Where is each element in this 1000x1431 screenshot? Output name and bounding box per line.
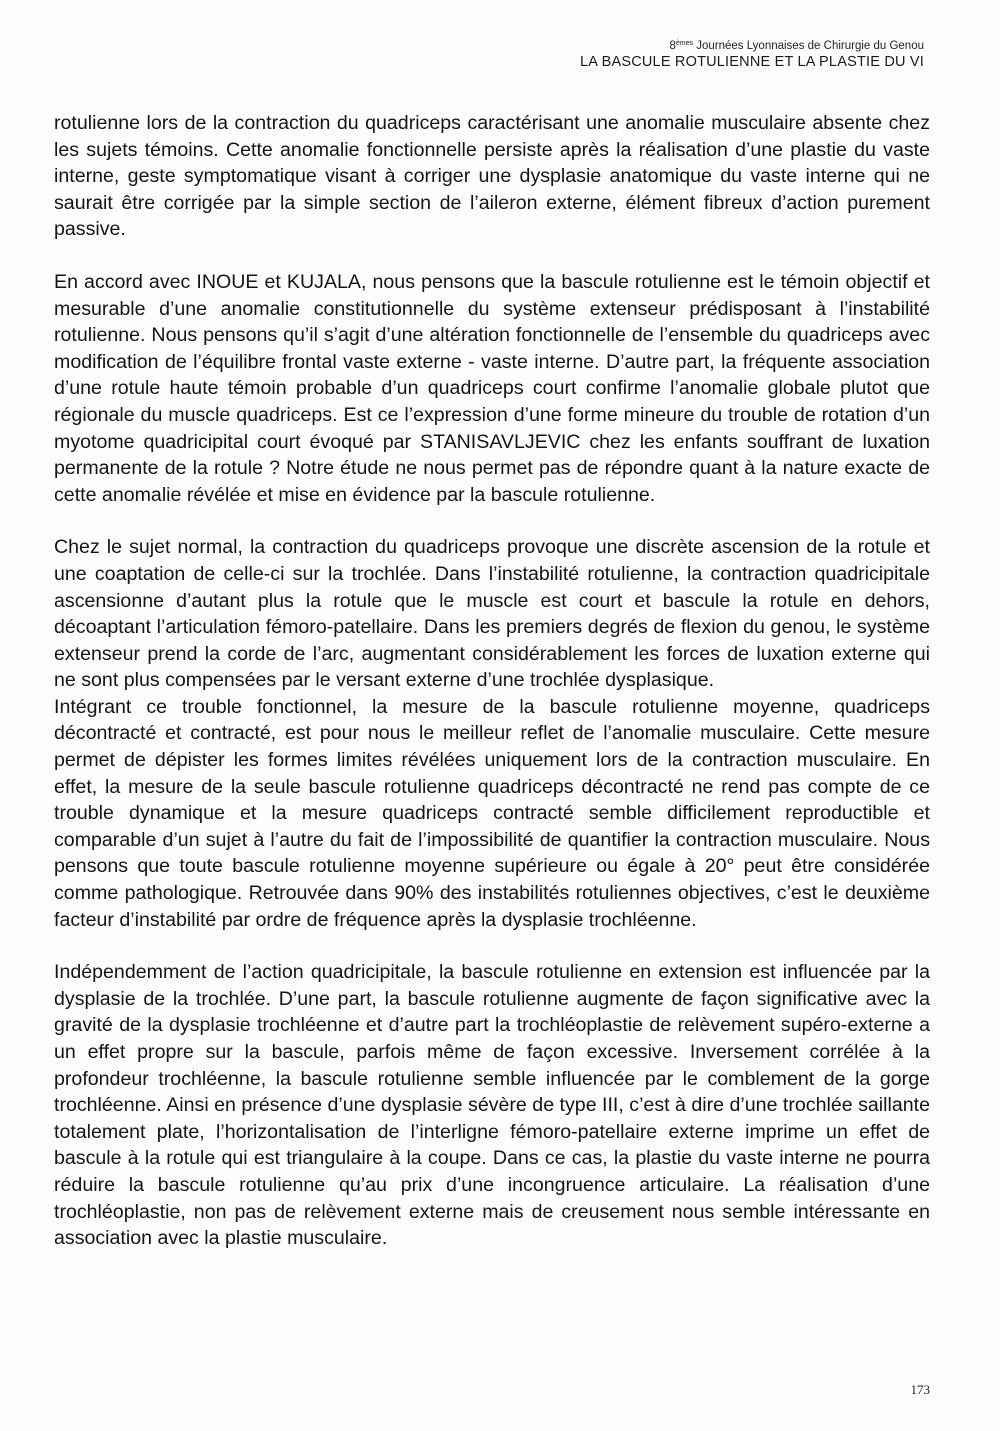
conference-name [580,36,924,54]
paragraph-1: rotulienne lors de la contraction du quadriceps caractérisant une anomalie musculaire absente chez les sujets témoins. Cette anomalie fonctionnelle persiste après la réalisation d’une plastie du vaste interne, geste symptomatique visant à corriger une dysplasie anatomique du vaste interne qui ne saurait être corrigée par la simple section de l’aileron externe, élément fibreux d’action purement passive. [54,112,930,241]
paragraph-4: Intégrant ce trouble fonctionnel, la mesure de la bascule rotulienne moyenne, quadriceps décontracté et contracté, est pour nous le meilleur reflet de l’anomalie musculaire. Cette mesure permet de dépister les formes limites révélées uniquement lors de la contraction musculaire. En effet, la mesure de la seule bascule rotulienne quadriceps décontracté ne rend pas compte de ce trouble dynamique et la mesure quadriceps contracté semble difficilement reproductible et comparable d’un sujet à l’autre du fait de l’impossibilité de quantifier la contraction musculaire. Nous pensons que toute bascule rotulienne moyenne supérieure ou égale à 20° peut être considérée comme pathologique. Retrouvée dans 90% des instabilités rotuliennes objectives, c’est le deuxième facteur d’instabilité par ordre de fréquence après la dysplasie trochléenne. [54,695,930,931]
body-text [54,110,930,1252]
conference-ordinal: 8 [669,40,676,52]
conference-ordinal-suffix: èmes [675,40,693,47]
conference-name-text: Journées Lyonnaises de Chirurgie du Genou [693,40,924,52]
paragraph-3: Chez le sujet normal, la contraction du quadriceps provoque une discrète ascension de la rotule et une coaptation de celle-ci sur la trochlée. Dans l’instabilité rotulienne, la contraction quadricipitale ascensionne d’autant plus la rotule que le muscle est court et bascule la rotule en dehors, décoaptant l’articulation fémoro-patellaire. Dans les premiers degrés de flexion du genou, le système extenseur prend la corde de l’arc, augmentant considérablement les forces de luxation externe qui ne sont plus compensées par le versant externe d’une trochlée dysplasique. [54,536,930,692]
running-head [580,36,924,70]
paragraph-5: Indépendemment de l’action quadricipitale, la bascule rotulienne en extension est influencée par la dysplasie de la trochlée. D’une part, la bascule rotulienne augmente de façon significative avec la gravité de la dysplasie trochléenne et d’autre part la trochléoplastie de relèvement supéro-externe a un effet propre sur la bascule, parfois même de façon excessive. Inversement corrélée à la profondeur trochléenne, la bascule rotulienne semble influencée par le comblement de la gorge trochléenne. Ainsi en présence d’une dysplasie sévère de type III, c’est à dire d’une trochlée saillante totalement plate, l’horizontalisation de l’interligne fémoro-patellaire externe imprime un effet de bascule à la rotule qui est triangulaire à la coupe. Dans ce cas, la plastie du vaste interne ne pourra réduire la bascule rotulienne qu’au prix d’une incongruence articulaire. La réalisation d’une trochléoplastie, non pas de relèvement externe mais de creusement nous semble intéressante en association avec la plastie musculaire. [54,961,930,1250]
chapter-title: LA BASCULE ROTULIENNE ET LA PLASTIE DU VI [580,54,924,70]
page-number: 173 [910,1382,930,1397]
paragraph-2: En accord avec INOUE et KUJALA, nous pensons que la bascule rotulienne est le témoin objectif et mesurable d’une anomalie constitutionnelle du système extenseur prédisposant à l’instabilité rotulienne. Nous pensons qu’il s’agit d’une altération fonctionnelle de l’ensemble du quadriceps avec modification de l’équilibre frontal vaste externe - vaste interne. D’autre part, la fréquente association d’une rotule haute témoin probable d’un quadriceps court confirme l’anomalie globale plutot que régionale du muscle quadriceps. Est ce l’expression d’une forme mineure du trouble de rotation d’un myotome quadricipital court évoqué par STANISAVLJEVIC chez les enfants souffrant de luxation permanente de la rotule ? Notre étude ne nous permet pas de répondre quant à la nature exacte de cette anomalie révélée et mise en évidence par la bascule rotulienne. [54,270,930,506]
